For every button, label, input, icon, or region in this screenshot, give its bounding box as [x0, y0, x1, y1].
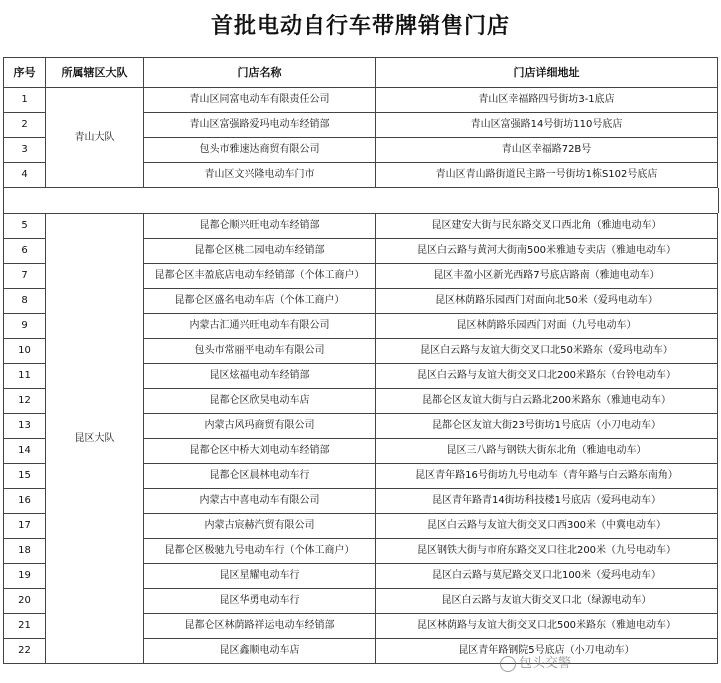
table-row [4, 88, 718, 113]
address-cell: 青山区幸福路72B号 [376, 138, 718, 163]
table-row [4, 214, 718, 239]
table-gap [3, 188, 719, 213]
store-name-cell: 内蒙古汇通兴旺电动车有限公司 [144, 314, 376, 339]
row-index: 13 [4, 414, 46, 439]
store-name-cell: 昆都仑区盛名电动车店（个体工商户） [144, 289, 376, 314]
row-index: 8 [4, 289, 46, 314]
address-cell: 昆区建安大街与民东路交叉口西北角（雅迪电动车） [376, 214, 718, 239]
row-index: 15 [4, 464, 46, 489]
row-index: 22 [4, 639, 46, 664]
address-cell: 昆区青年路16号街坊九号电动车（青年路与白云路东南角） [376, 464, 718, 489]
store-name-cell: 内蒙古宸赫汽贸有限公司 [144, 514, 376, 539]
address-cell: 昆区白云路与黄河大街南500米雅迪专卖店（雅迪电动车） [376, 239, 718, 264]
row-index: 17 [4, 514, 46, 539]
stores-table-qingshan [3, 57, 718, 188]
table-header-row [4, 58, 718, 88]
address-cell: 昆区白云路与友谊大街交叉口西300米（中冀电动车） [376, 514, 718, 539]
address-cell: 昆区三八路与钢铁大街东北角（雅迪电动车） [376, 439, 718, 464]
store-name-cell: 昆都仑顺兴旺电动车经销部 [144, 214, 376, 239]
row-index: 14 [4, 439, 46, 464]
store-name-cell: 昆都仑区林荫路祥运电动车经销部 [144, 614, 376, 639]
address-cell: 昆区林荫路乐园西门对面（九号电动车） [376, 314, 718, 339]
store-name-cell: 昆区华勇电动车行 [144, 589, 376, 614]
row-index: 20 [4, 589, 46, 614]
store-name-cell: 包头市雅速达商贸有限公司 [144, 138, 376, 163]
store-name-cell: 昆都仑区晨林电动车行 [144, 464, 376, 489]
address-cell: 昆区丰盈小区新光西路7号底店路南（雅迪电动车） [376, 264, 718, 289]
address-cell: 昆区青年路钢院5号底店（小刀电动车） [376, 639, 718, 664]
address-cell: 昆区林荫路与友谊大街交叉口北500米路东（雅迪电动车） [376, 614, 718, 639]
address-cell: 昆区钢铁大街与市府东路交叉口往北200米（九号电动车） [376, 539, 718, 564]
address-cell: 昆区白云路与友谊大街交叉口北50米路东（爱玛电动车） [376, 339, 718, 364]
store-name-cell: 青山区同富电动车有限责任公司 [144, 88, 376, 113]
row-index: 12 [4, 389, 46, 414]
store-name-cell: 昆区炫福电动车经销部 [144, 364, 376, 389]
row-index: 7 [4, 264, 46, 289]
address-cell: 昆区林荫路乐园西门对面向北50米（爱玛电动车） [376, 289, 718, 314]
row-index: 2 [4, 113, 46, 138]
store-name-cell: 内蒙古中喜电动车有限公司 [144, 489, 376, 514]
row-index: 16 [4, 489, 46, 514]
store-name-cell: 昆区星耀电动车行 [144, 564, 376, 589]
store-name-cell: 昆都仑区中桥大刘电动车经销部 [144, 439, 376, 464]
watermark-text: 包头交警 [519, 656, 572, 671]
stores-table-kunqu [3, 213, 718, 664]
header-address: 门店详细地址 [376, 58, 718, 88]
row-index: 11 [4, 364, 46, 389]
row-index: 18 [4, 539, 46, 564]
store-name-cell: 昆都仑区桃二园电动车经销部 [144, 239, 376, 264]
row-index: 6 [4, 239, 46, 264]
store-name-cell: 青山区文兴隆电动车门市 [144, 163, 376, 188]
header-store-name: 门店名称 [144, 58, 376, 88]
address-cell: 青山区青山路街道民主路一号街坊1栋S102号底店 [376, 163, 718, 188]
row-index: 4 [4, 163, 46, 188]
store-name-cell: 包头市常丽平电动车有限公司 [144, 339, 376, 364]
watermark [500, 652, 571, 672]
header-index: 序号 [4, 58, 46, 88]
address-cell: 昆都仑区友谊大街与白云路北200米路东（雅迪电动车） [376, 389, 718, 414]
district-cell: 青山大队 [46, 88, 144, 188]
store-name-cell: 昆都仑区丰盈底店电动车经销部（个体工商户） [144, 264, 376, 289]
store-name-cell: 昆区鑫顺电动车店 [144, 639, 376, 664]
page-title: 首批电动自行车带牌销售门店 [210, 13, 510, 39]
address-cell: 青山区幸福路四号街坊3-1底店 [376, 88, 718, 113]
weibo-icon [500, 656, 516, 672]
header-district: 所属辖区大队 [46, 58, 144, 88]
store-name-cell: 昆都仑区极驰九号电动车行（个体工商户） [144, 539, 376, 564]
store-name-cell: 内蒙古风玛商贸有限公司 [144, 414, 376, 439]
store-name-cell: 昆都仑区欣昊电动车店 [144, 389, 376, 414]
district-cell: 昆区大队 [46, 214, 144, 664]
row-index: 19 [4, 564, 46, 589]
row-index: 1 [4, 88, 46, 113]
address-cell: 昆都仑区友谊大街23号街坊1号底店（小刀电动车） [376, 414, 718, 439]
row-index: 3 [4, 138, 46, 163]
row-index: 10 [4, 339, 46, 364]
address-cell: 青山区富强路14号街坊110号底店 [376, 113, 718, 138]
address-cell: 昆区白云路与友谊大街交叉口北200米路东（台铃电动车） [376, 364, 718, 389]
address-cell: 昆区白云路与莫尼路交叉口北100米（爱玛电动车） [376, 564, 718, 589]
store-name-cell: 青山区富强路爱玛电动车经销部 [144, 113, 376, 138]
row-index: 9 [4, 314, 46, 339]
address-cell: 昆区青年路青14街坊科技楼1号底店（爱玛电动车） [376, 489, 718, 514]
address-cell: 昆区白云路与友谊大街交叉口北（绿源电动车） [376, 589, 718, 614]
row-index: 21 [4, 614, 46, 639]
row-index: 5 [4, 214, 46, 239]
